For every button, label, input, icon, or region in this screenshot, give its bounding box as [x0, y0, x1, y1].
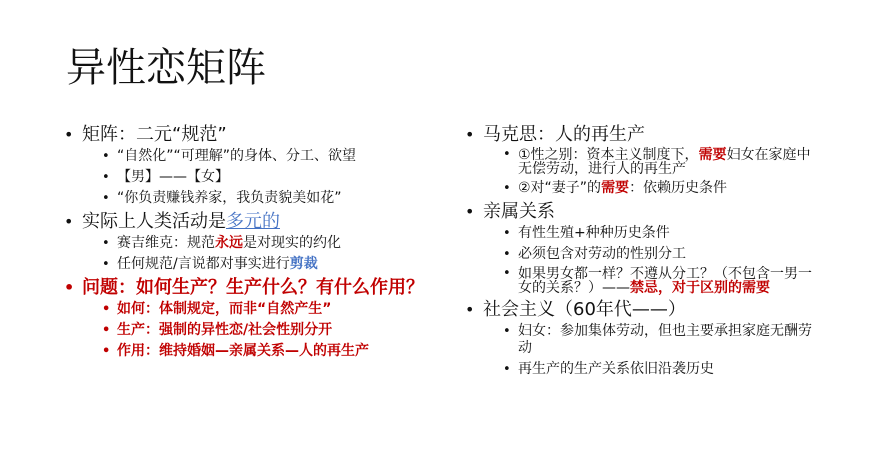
- sub-text: ：依赖历史条件: [629, 180, 728, 196]
- left-column: [62, 124, 462, 364]
- sub-text: 妇女在家庭中无偿劳动，进行人的再生产: [518, 147, 811, 177]
- sub-bullet: • 有性生殖+种种历史条件: [483, 225, 813, 242]
- pluralism-link[interactable]: 多元的: [226, 211, 280, 232]
- emphasis-text: 禁忌，对于区别的需要: [630, 280, 770, 296]
- sub-bullet: • “自然化”“可理解”的身体、分工、欲望: [82, 148, 462, 165]
- sub-bullet: • 妇女：参加集体劳动，但也主要承担家庭无酬劳动: [483, 323, 813, 357]
- bullet-question: [62, 277, 462, 360]
- bullet-matrix: [62, 124, 462, 207]
- slide-title: 异性恋矩阵: [66, 45, 266, 91]
- sub-bullet: • 作用：维持婚姻—亲属关系—人的再生产: [82, 343, 462, 360]
- sub-bullet-taboo: [483, 267, 813, 295]
- emphasis-text: 需要: [601, 180, 630, 196]
- emphasis-text: 永远: [215, 235, 243, 251]
- bullet-socialism-text: 社会主义（60年代——）: [483, 299, 686, 320]
- sub-text: 如果男女都一样？不遵从分工？（不包含一男一女的关系？）——: [518, 266, 812, 296]
- sub-bullet-sedgwick: [82, 235, 462, 252]
- bullet-matrix-text: 矩阵：二元“规范”: [82, 124, 227, 145]
- emphasis-text: 剪裁: [289, 256, 318, 272]
- sub-text: ②对“妻子”的: [518, 180, 602, 196]
- sub-bullet: • 必须包含对劳动的性别分工: [483, 246, 813, 263]
- bullet-human-activity-text: 实际上人类活动是: [82, 211, 226, 232]
- sub-bullet: • 生产：强制的异性恋/社会性别分开: [82, 322, 462, 339]
- bullet-marx: [463, 124, 813, 197]
- bullet-kinship-text: 亲属关系: [483, 201, 555, 222]
- sub-bullet: • 如何：体制规定，而非“自然产生”: [82, 301, 462, 318]
- bullet-question-text: 问题：如何生产？生产什么？有什么作用？: [82, 277, 424, 298]
- sub-text: 是对现实的约化: [243, 235, 341, 251]
- sub-text: 赛吉维克：规范: [117, 235, 215, 251]
- right-column: [463, 124, 813, 382]
- sub-text: ①性之别：资本主义制度下，: [518, 147, 699, 163]
- bullet-marx-text: 马克思：人的再生产: [483, 124, 645, 145]
- sub-text: 任何规范/言说都对事实进行: [117, 256, 290, 272]
- sub-bullet: • 再生产的生产关系依旧沿袭历史: [483, 361, 813, 378]
- emphasis-text: 需要: [698, 147, 727, 163]
- bullet-socialism: [463, 299, 813, 378]
- bullet-human-activity: [62, 211, 462, 273]
- sub-bullet: • 【男】——【女】: [82, 169, 462, 186]
- sub-bullet-norms: [82, 256, 462, 273]
- bullet-kinship: [463, 201, 813, 295]
- sub-bullet-wife: [483, 180, 813, 197]
- sub-bullet: • “你负责赚钱养家，我负责貌美如花”: [82, 190, 462, 207]
- sub-bullet-gender-difference: [483, 148, 813, 176]
